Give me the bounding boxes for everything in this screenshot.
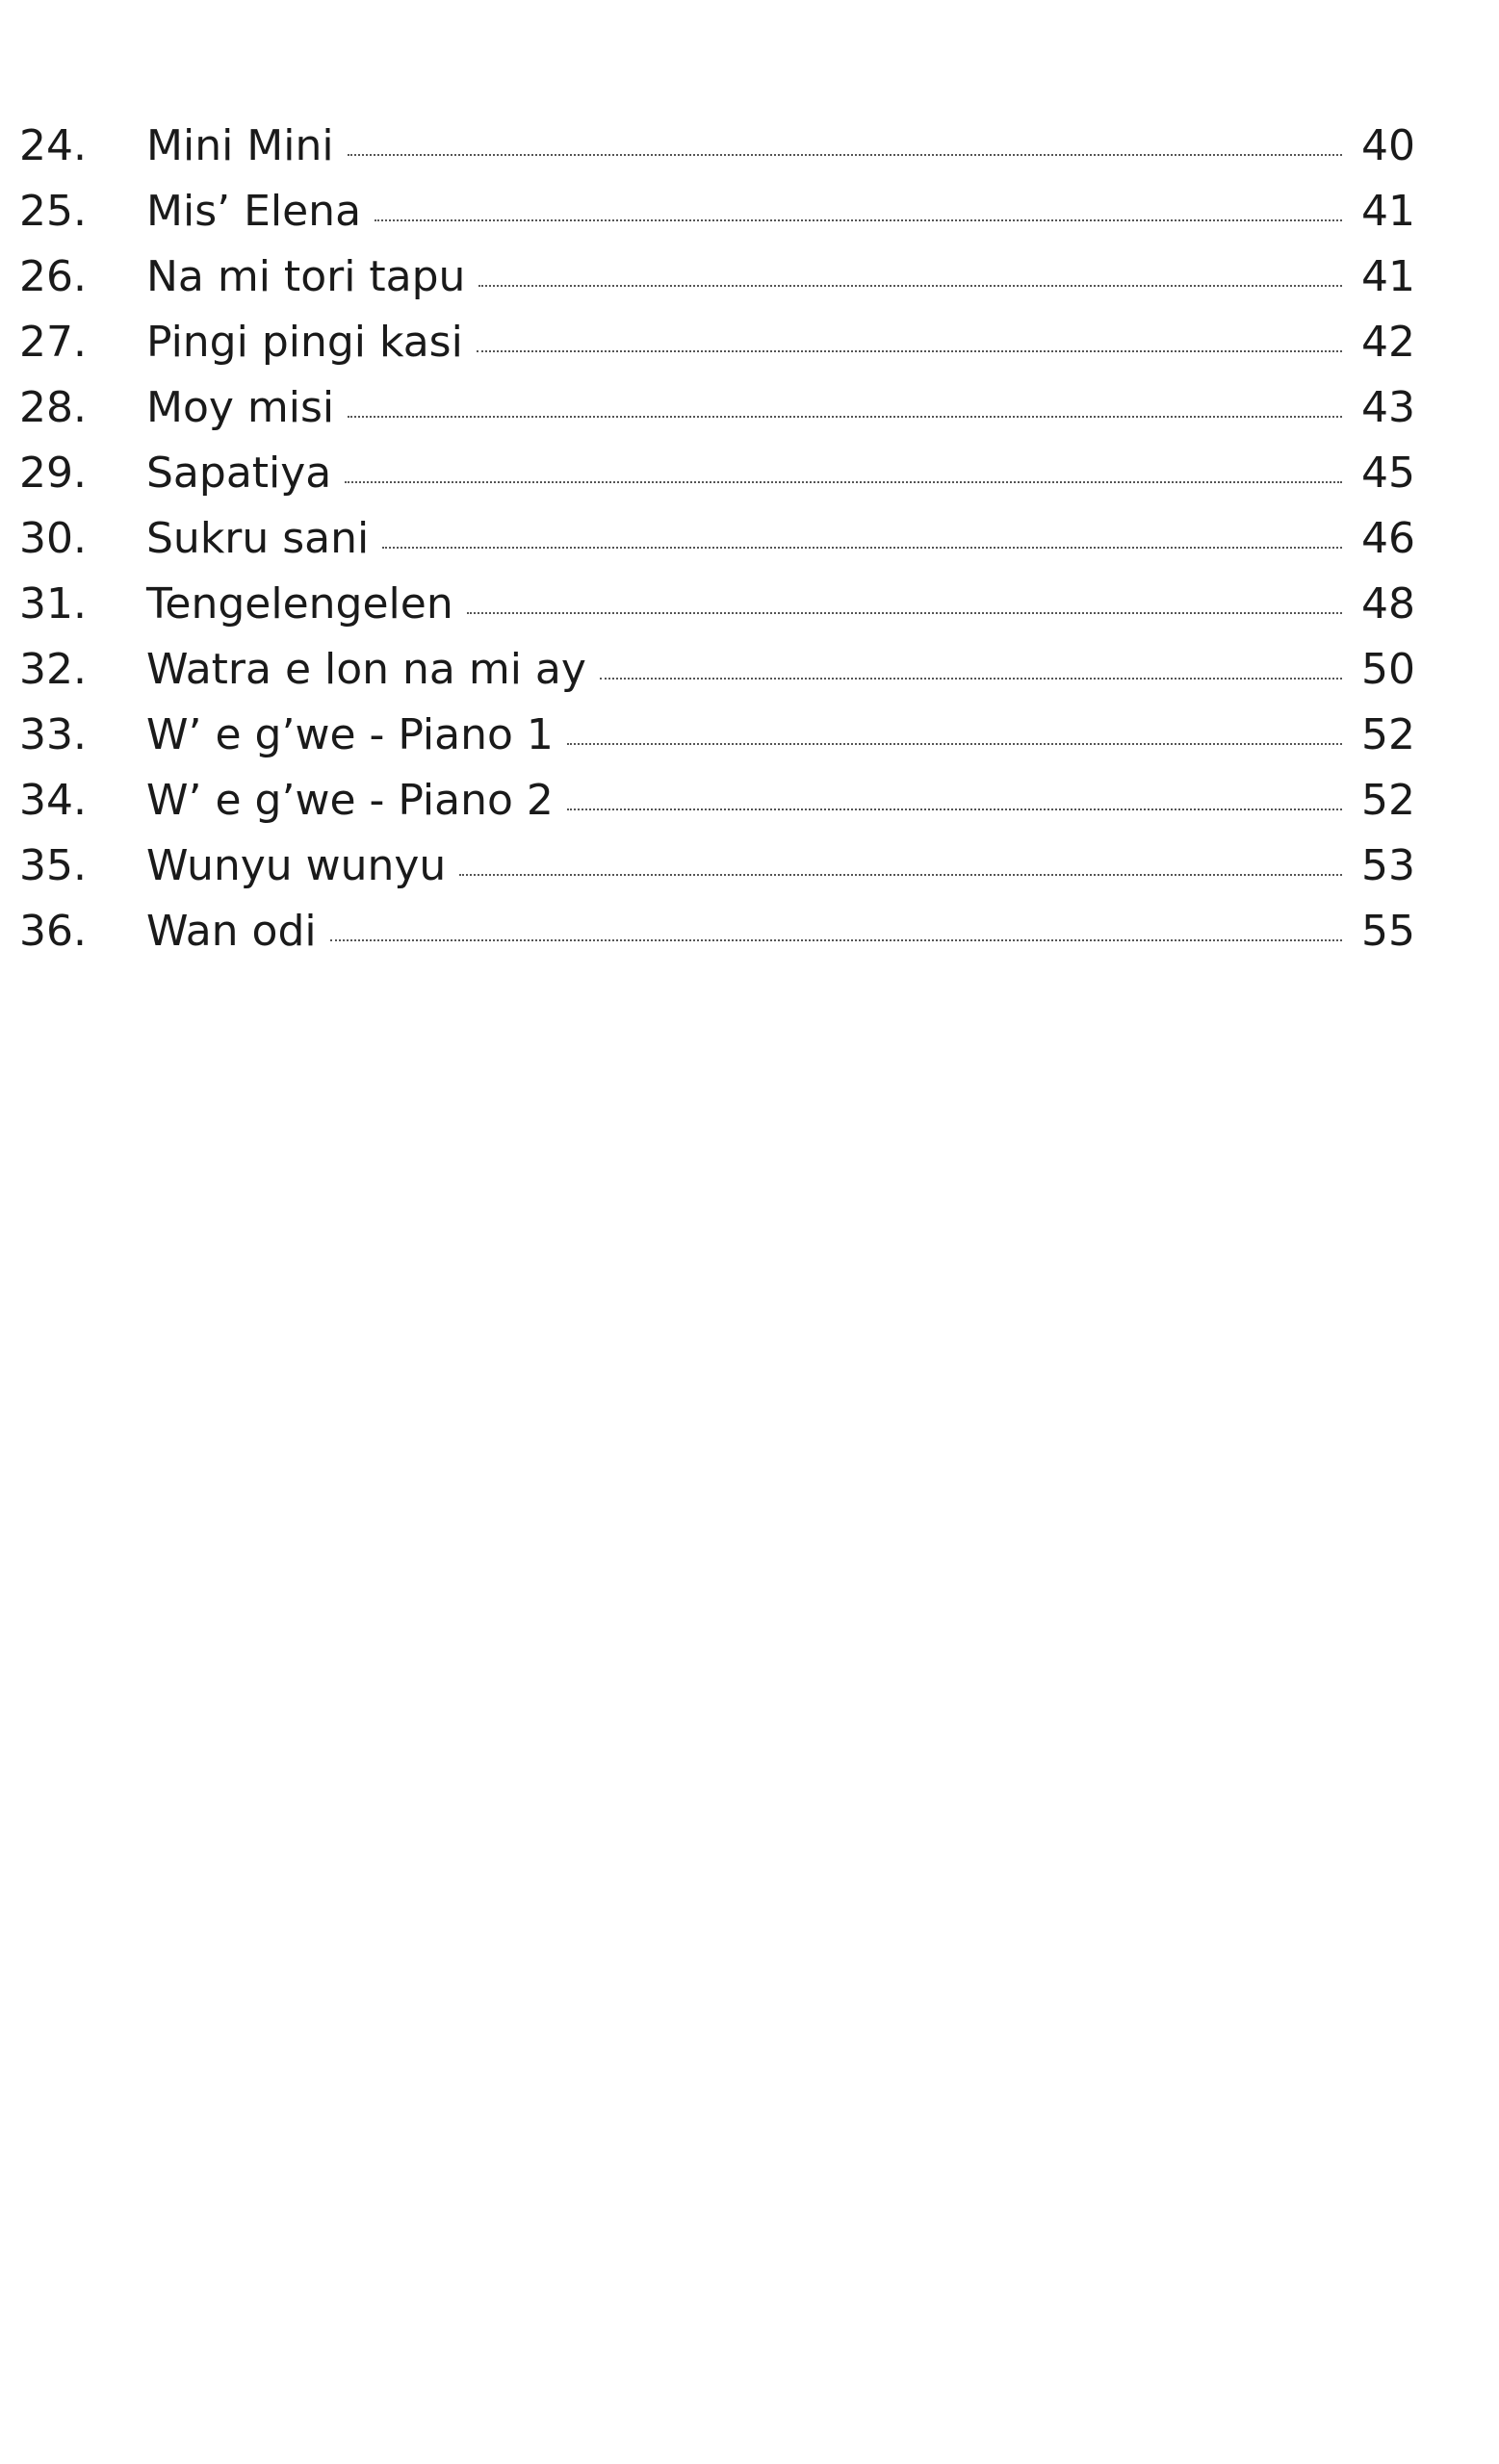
dot-leader	[467, 612, 1342, 614]
toc-entry-number: 26.	[19, 252, 87, 301]
toc-entry-page: 55	[1361, 907, 1415, 956]
toc-entry-number: 35.	[19, 841, 87, 890]
toc-entry-page: 53	[1361, 841, 1415, 890]
table-of-contents	[19, 114, 1415, 964]
toc-entry-number: 29.	[19, 449, 87, 498]
dot-leader	[330, 939, 1342, 941]
toc-entry[interactable]	[19, 114, 1415, 179]
toc-entry[interactable]	[19, 637, 1415, 703]
dot-leader	[600, 678, 1342, 680]
toc-entry-number: 28.	[19, 383, 87, 432]
toc-entry-number: 25.	[19, 187, 87, 236]
toc-entry-title: Mini Mini	[146, 121, 334, 170]
toc-entry[interactable]	[19, 899, 1415, 964]
toc-entry-number: 30.	[19, 514, 87, 563]
dot-leader	[382, 547, 1342, 549]
toc-entry-title: Watra e lon na mi ay	[146, 645, 586, 694]
toc-entry-title: Moy misi	[146, 383, 335, 432]
toc-entry-title: Pingi pingi kasi	[146, 318, 463, 367]
toc-entry-page: 52	[1361, 710, 1415, 759]
dot-leader	[375, 219, 1342, 221]
toc-entry-page: 41	[1361, 187, 1415, 236]
toc-entry[interactable]	[19, 310, 1415, 375]
toc-entry[interactable]	[19, 572, 1415, 637]
toc-entry-title: Na mi tori tapu	[146, 252, 466, 301]
dot-leader	[478, 285, 1342, 287]
toc-entry[interactable]	[19, 768, 1415, 834]
toc-entry[interactable]	[19, 834, 1415, 899]
toc-entry-page: 42	[1361, 318, 1415, 367]
toc-entry-page: 41	[1361, 252, 1415, 301]
dot-leader	[459, 874, 1342, 876]
toc-entry[interactable]	[19, 244, 1415, 310]
toc-entry[interactable]	[19, 441, 1415, 506]
toc-entry-number: 34.	[19, 776, 87, 825]
toc-entry[interactable]	[19, 506, 1415, 572]
toc-entry-page: 40	[1361, 121, 1415, 170]
toc-entry[interactable]	[19, 703, 1415, 768]
dot-leader	[477, 350, 1342, 352]
toc-entry-title: Sukru sani	[146, 514, 370, 563]
toc-entry-number: 24.	[19, 121, 87, 170]
toc-entry-number: 36.	[19, 907, 87, 956]
toc-entry-title: W’ e g’we - Piano 1	[146, 710, 554, 759]
toc-entry-number: 31.	[19, 579, 87, 629]
toc-entry-title: Wan odi	[146, 907, 317, 956]
toc-entry-number: 33.	[19, 710, 87, 759]
toc-entry-page: 43	[1361, 383, 1415, 432]
toc-entry[interactable]	[19, 179, 1415, 244]
toc-entry-title: W’ e g’we - Piano 2	[146, 776, 554, 825]
dot-leader	[567, 808, 1342, 810]
toc-entry-page: 50	[1361, 645, 1415, 694]
toc-entry-title: Wunyu wunyu	[146, 841, 447, 890]
toc-entry-title: Mis’ Elena	[146, 187, 362, 236]
toc-entry-page: 52	[1361, 776, 1415, 825]
toc-entry-number: 32.	[19, 645, 87, 694]
toc-entry-title: Sapatiya	[146, 449, 332, 498]
toc-entry-page: 45	[1361, 449, 1415, 498]
toc-entry-number: 27.	[19, 318, 87, 367]
toc-entry-page: 46	[1361, 514, 1415, 563]
toc-entry-page: 48	[1361, 579, 1415, 629]
dot-leader	[348, 154, 1342, 156]
dot-leader	[345, 481, 1342, 483]
dot-leader	[567, 743, 1342, 745]
toc-entry[interactable]	[19, 375, 1415, 441]
toc-entry-title: Tengelengelen	[146, 579, 453, 629]
dot-leader	[348, 416, 1342, 418]
